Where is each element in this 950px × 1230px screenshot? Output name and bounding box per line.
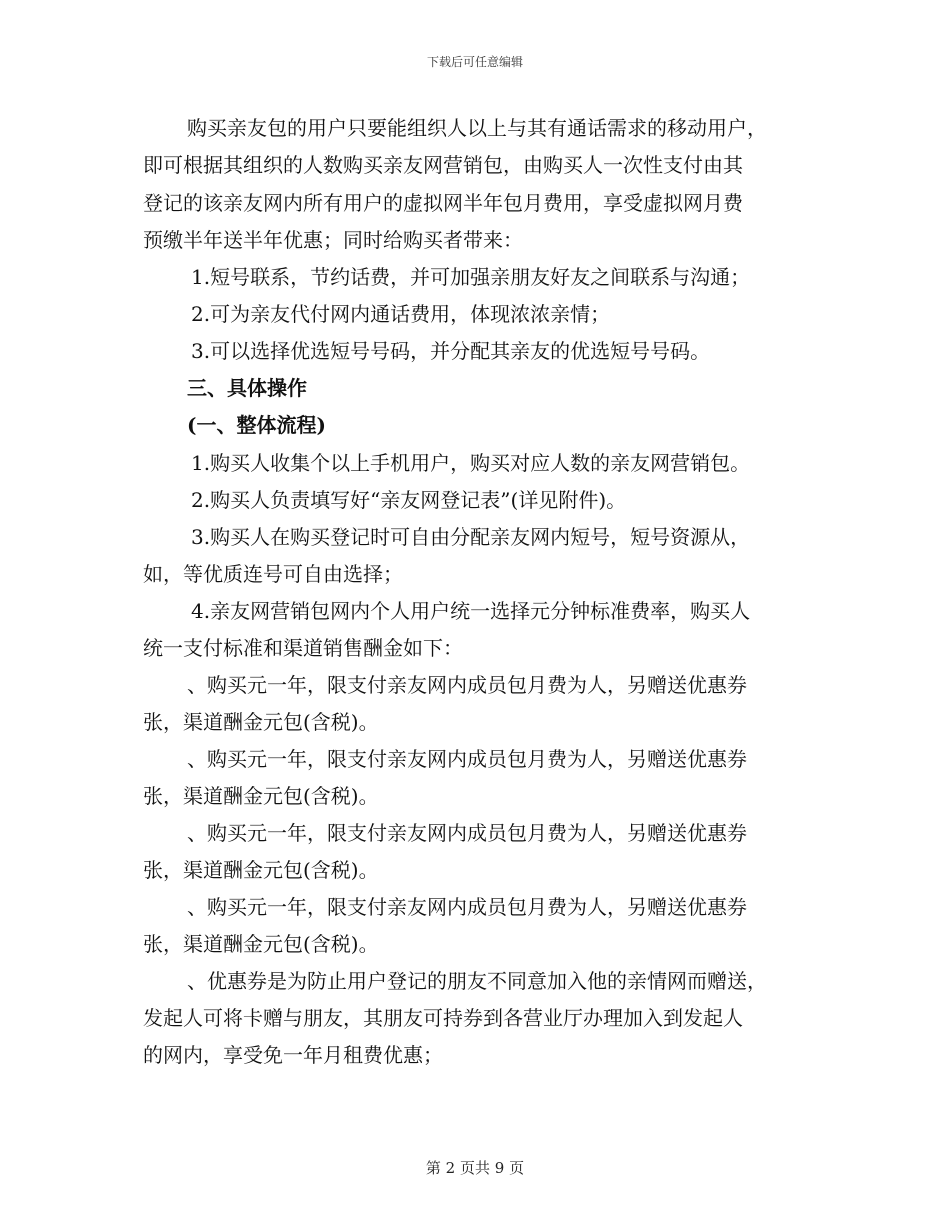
coupon-note-line-1: 、优惠券是为防止用户登记的朋友不同意加入他的亲情网而赠送， [187, 969, 767, 993]
coupon-note-line-2: 发起人可将卡赠与朋友，其朋友可持券到各营业厅办理加入到发起人 [143, 1006, 743, 1030]
process-step-2: 2.购买人负责填写好“亲友网登记表”(详见附件)。 [191, 488, 627, 512]
package-option-4-line-2: 张，渠道酬金元包(含税)。 [143, 932, 379, 956]
process-step-4-line-2: 统一支付标准和渠道销售酬金如下： [143, 636, 463, 660]
paragraph-1-line-2: 即可根据其组织的人数购买亲友网营销包，由购买人一次性支付由其 [143, 153, 743, 177]
list-item-2: 2.可为亲友代付网内通话费用，体现浓浓亲情； [191, 302, 611, 326]
package-option-2-line-1: 、购买元一年，限支付亲友网内成员包月费为人，另赠送优惠券 [187, 747, 747, 771]
section-heading: 三、具体操作 [187, 376, 307, 400]
process-step-1: 1.购买人收集个以上手机用户，购买对应人数的亲友网营销包。 [191, 451, 751, 475]
process-step-3-line-1: 3.购买人在购买登记时可自由分配亲友网内短号，短号资源从， [191, 525, 751, 549]
package-option-4-line-1: 、购买元一年，限支付亲友网内成员包月费为人，另赠送优惠券 [187, 895, 747, 919]
paragraph-1-line-1: 购买亲友包的用户只要能组织人以上与其有通话需求的移动用户， [187, 116, 767, 140]
process-step-3-line-2: 如，等优质连号可自由选择； [143, 562, 403, 586]
process-step-4-line-1: 4.亲友网营销包网内个人用户统一选择元分钟标准费率，购买人 [191, 599, 751, 623]
list-item-3: 3.可以选择优选短号号码，并分配其亲友的优选短号号码。 [191, 339, 711, 363]
page-footer: 第 2 页共 9 页 [425, 1159, 525, 1177]
package-option-3-line-1: 、购买元一年，限支付亲友网内成员包月费为人，另赠送优惠券 [187, 821, 747, 845]
list-item-1: 1.短号联系，节约话费，并可加强亲朋友好友之间联系与沟通； [191, 265, 751, 289]
coupon-note-line-3: 的网内，享受免一年月租费优惠； [143, 1043, 443, 1067]
paragraph-1-line-3: 登记的该亲友网内所有用户的虚拟网半年包月费用，享受虚拟网月费 [143, 191, 743, 215]
paragraph-1-line-4: 预缴半年送半年优惠；同时给购买者带来： [143, 228, 523, 252]
package-option-2-line-2: 张，渠道酬金元包(含税)。 [143, 784, 379, 808]
package-option-3-line-2: 张，渠道酬金元包(含税)。 [143, 858, 379, 882]
package-option-1-line-1: 、购买元一年，限支付亲友网内成员包月费为人，另赠送优惠券 [187, 673, 747, 697]
page-header: 下载后可任意编辑 [426, 55, 523, 69]
package-option-1-line-2: 张，渠道酬金元包(含税)。 [143, 710, 379, 734]
subsection-heading: (一、整体流程) [187, 413, 326, 437]
